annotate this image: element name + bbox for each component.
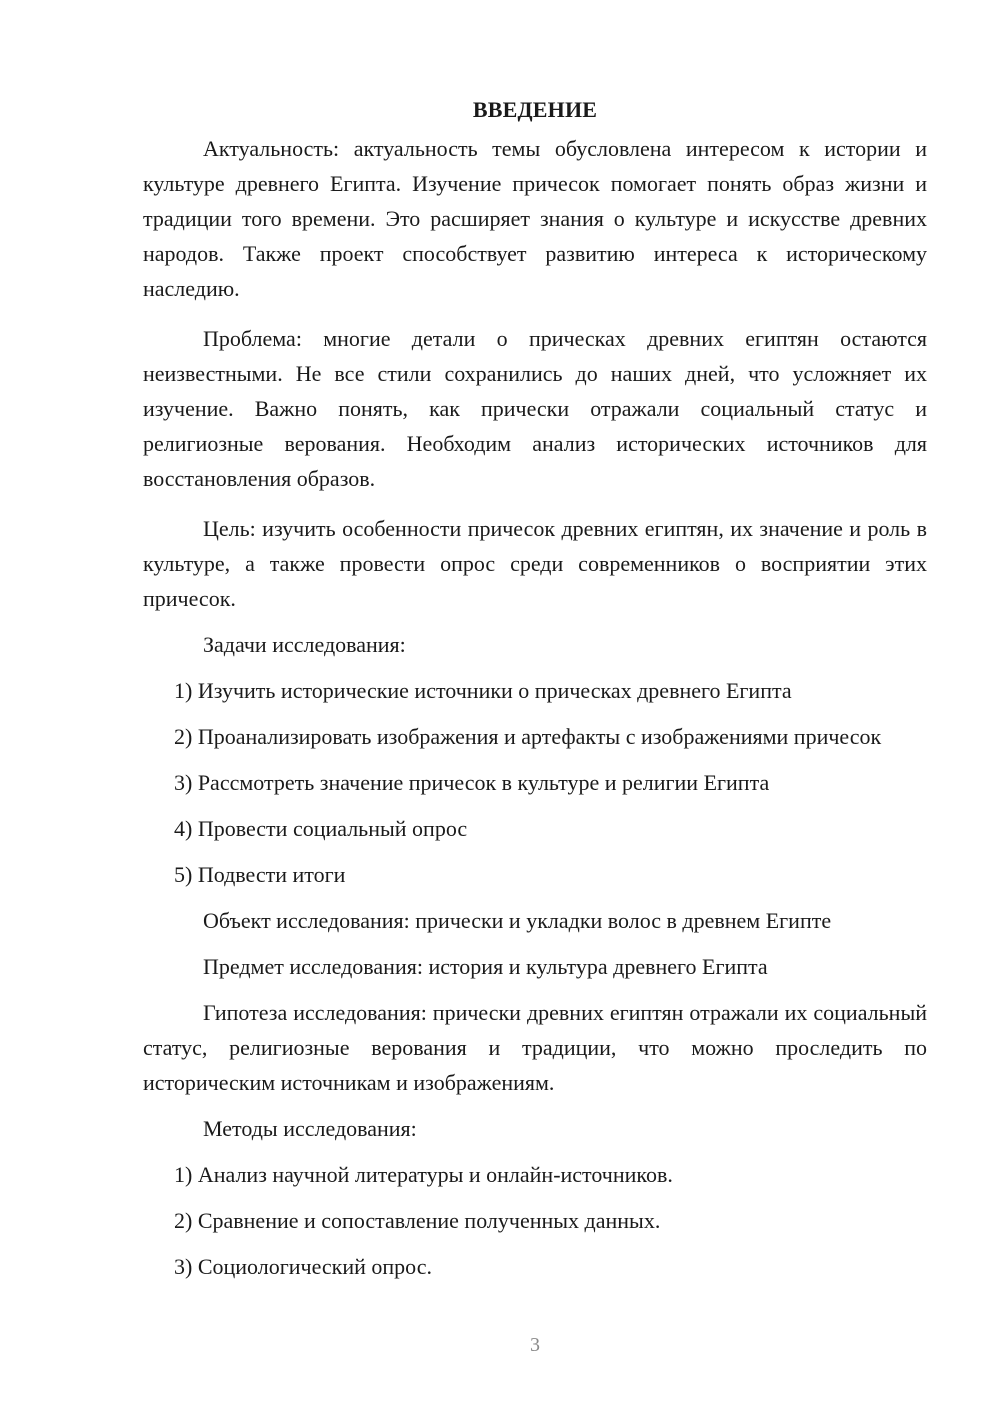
document-page (143, 92, 927, 1295)
task-item: 3) Рассмотреть значение причесок в культуре и религии Египта (174, 770, 770, 795)
research-object: Объект исследования: прически и укладки волос в древнем Египте (203, 908, 832, 933)
task-item: 2) Проанализировать изображения и артефакты с изображениями причесок (174, 724, 882, 749)
hypothesis-paragraph: Гипотеза исследования: прически древних египтян отражали их социальный статус, религиозные верования и традиции, что можно проследить по историческим источникам и изображениям. (143, 1000, 927, 1095)
tasks-heading: Задачи исследования: (203, 632, 406, 657)
problem-paragraph: Проблема: многие детали о прическах древних египтян остаются неизвестными. Не все стили сохранились до наших дней, что усложняет их изучение. Важно понять, как прически отражали социальный статус и религиозные верования. Необходим анализ исторических источников для восстановления образов. (143, 326, 927, 491)
method-item: 2) Сравнение и сопоставление полученных данных. (174, 1208, 661, 1233)
page-number: 3 (530, 1334, 540, 1356)
task-item: 4) Провести социальный опрос (174, 816, 468, 841)
goal-paragraph: Цель: изучить особенности причесок древних египтян, их значение и роль в культуре, а также провести опрос среди современников о восприятии этих причесок. (143, 516, 927, 611)
method-item: 1) Анализ научной литературы и онлайн-источников. (174, 1162, 673, 1187)
relevance-paragraph: Актуальность: актуальность темы обусловлена интересом к истории и культуре древнего Египта. Изучение причесок помогает понять образ жизни и традиции того времени. Это расширяет знания о культуре и искусстве древних народов. Также проект способствует развитию интереса к историческому наследию. (143, 136, 927, 301)
section-title: ВВЕДЕНИЕ (472, 97, 598, 122)
task-item: 5) Подвести итоги (174, 862, 346, 887)
research-subject: Предмет исследования: история и культура древнего Египта (203, 954, 768, 979)
method-item: 3) Социологический опрос. (174, 1254, 432, 1279)
methods-heading: Методы исследования: (203, 1116, 417, 1141)
task-item: 1) Изучить исторические источники о прическах древнего Египта (174, 678, 792, 703)
